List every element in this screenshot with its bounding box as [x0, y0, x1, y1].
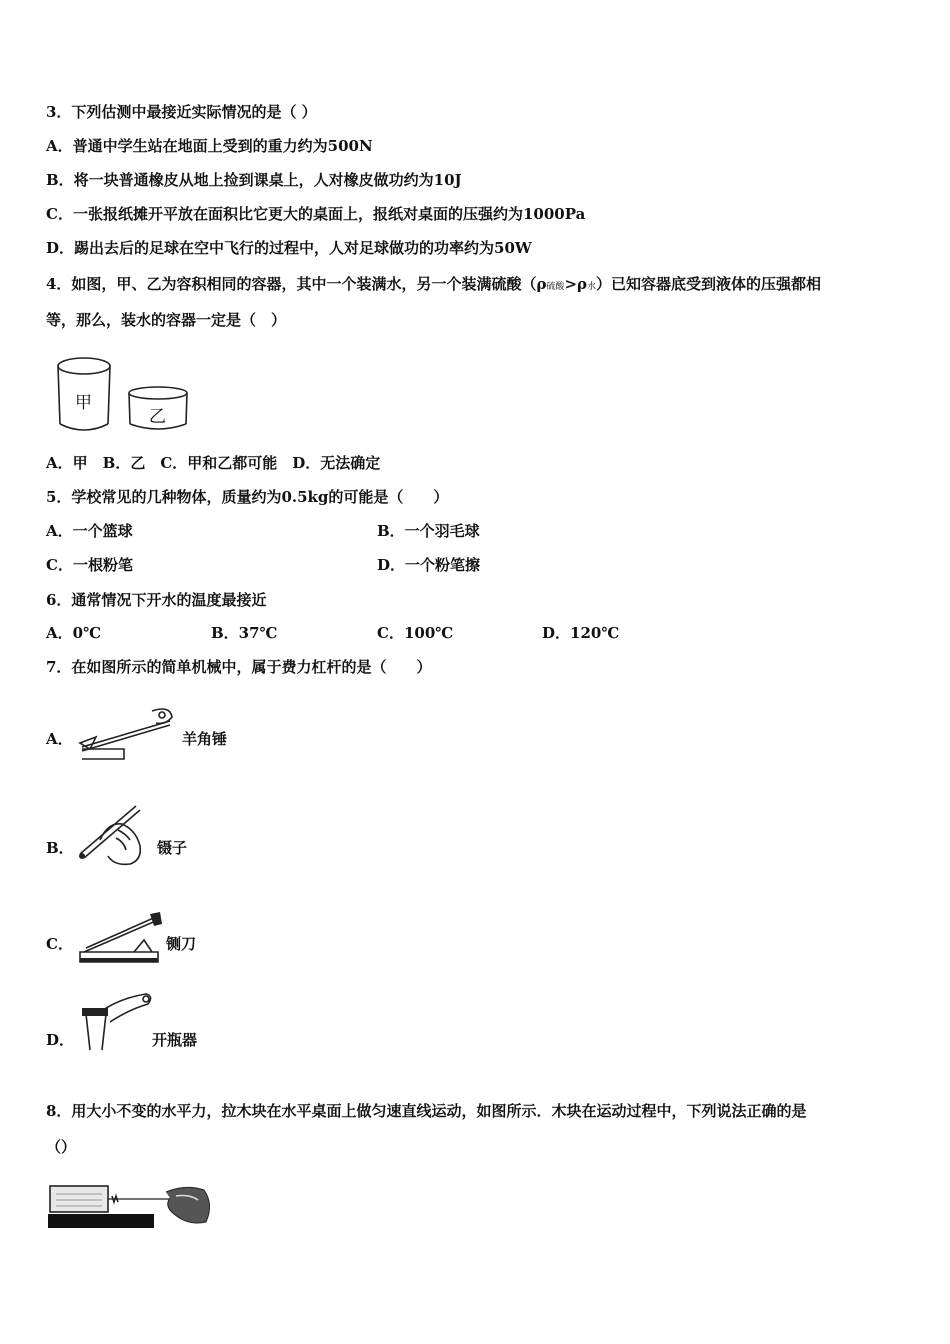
q7-option-c-letter: C． — [46, 935, 73, 953]
q3-option-c: C．一张报纸摊开平放在面积比它更大的桌面上，报纸对桌面的压强约为1000Pa — [46, 205, 586, 223]
q7-option-a-label: 羊角锤 — [182, 730, 228, 748]
tweezers-figure — [74, 800, 156, 870]
q5-option-c: C．一根粉笔 — [46, 556, 133, 574]
containers-figure — [50, 352, 195, 437]
q7-option-b-letter: B． — [46, 839, 74, 857]
q5-option-d: D．一个粉笔擦 — [377, 556, 481, 574]
q6-option-b: B．37℃ — [211, 624, 278, 642]
q3-option-b: B．将一块普通橡皮从地上捡到课桌上，人对橡皮做功约为10J — [46, 171, 462, 189]
q8-stem-line2: （） — [46, 1138, 77, 1156]
q7-option-d-letter: D． — [46, 1031, 75, 1049]
bottle-opener-figure — [76, 990, 158, 1054]
guillotine-cutter-figure — [74, 910, 166, 968]
q5-option-a: A．一个篮球 — [46, 522, 133, 540]
q6-stem: 6．通常情况下开水的温度最接近 — [46, 591, 267, 609]
q7-option-a-letter: A． — [46, 730, 73, 748]
q3-stem: 3．下列估测中最接近实际情况的是（ ） — [46, 103, 317, 121]
q7-stem: 7．在如图所示的简单机械中，属于费力杠杆的是（ ） — [46, 658, 432, 676]
q6-option-d: D．120℃ — [542, 624, 620, 642]
q3-option-d: D．踢出去后的足球在空中飞行的过程中，人对足球做功的功率约为50W — [46, 239, 532, 257]
q7-option-d-label: 开瓶器 — [152, 1031, 198, 1049]
label-jia: 甲 — [75, 393, 92, 413]
claw-hammer-figure — [78, 703, 178, 763]
q5-option-b: B．一个羽毛球 — [377, 522, 480, 540]
q5-stem: 5．学校常见的几种物体，质量约为0.5kg的可能是（ ） — [46, 488, 449, 506]
q6-option-c: C．100℃ — [377, 624, 454, 642]
q4-sub-water: 水 — [586, 282, 596, 292]
q4-stem-line2: 等，那么，装水的容器一定是（ ） — [46, 311, 287, 329]
q7-option-b-label: 镊子 — [157, 839, 188, 857]
block-pull-figure — [46, 1182, 216, 1232]
q7-option-c-label: 铡刀 — [166, 935, 197, 953]
q4-sub-sulfuric: 硫酸 — [546, 282, 565, 292]
q3-option-a: A．普通中学生站在地面上受到的重力约为500N — [46, 137, 373, 155]
q8-stem-line1: 8．用大小不变的水平力，拉木块在水平桌面上做匀速直线运动，如图所示．木块在运动过程中，下列说法正确的是 — [46, 1102, 807, 1120]
q4-stem: 4．如图，甲、乙为容积相同的容器，其中一个装满水，另一个装满硫酸（ρ硫酸>ρ水）已知容器底受到液体的压强都相 — [46, 275, 822, 293]
q4-options: A．甲 B．乙 C．甲和乙都可能 D．无法确定 — [46, 454, 381, 472]
q6-option-a: A．0℃ — [46, 624, 102, 642]
label-yi: 乙 — [149, 407, 166, 427]
